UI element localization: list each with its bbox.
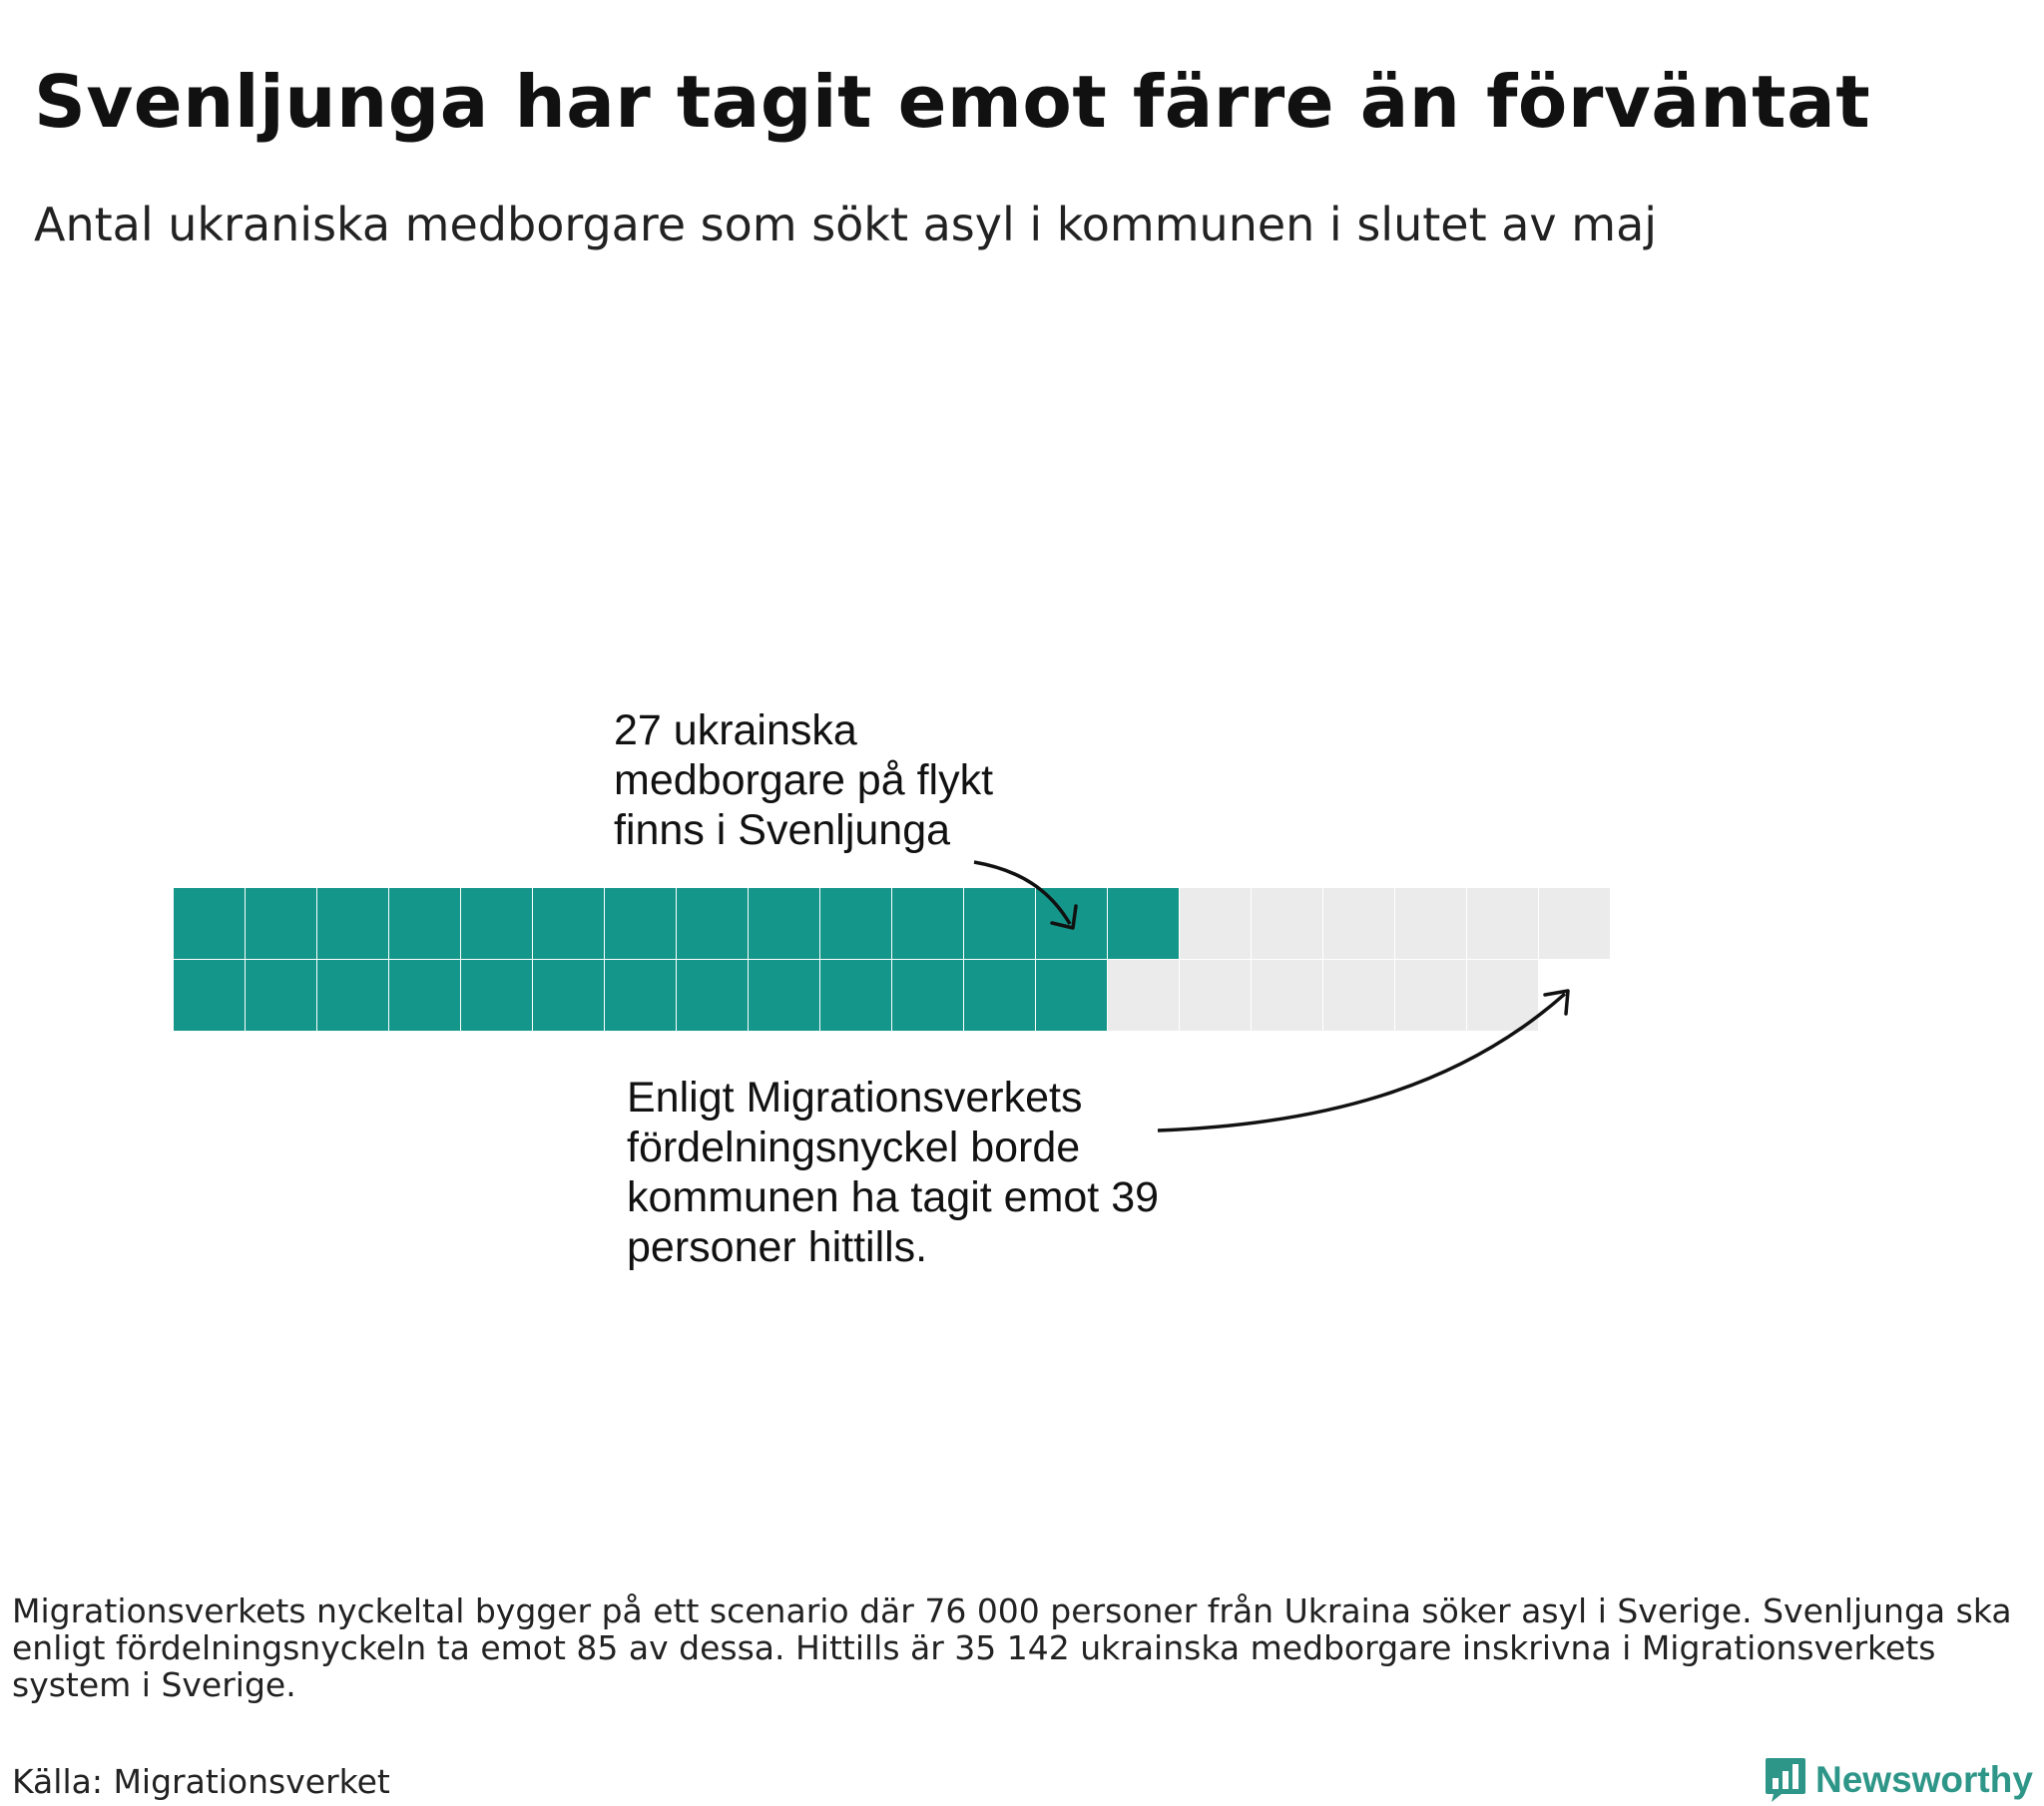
expected-cell xyxy=(1180,960,1251,1031)
expected-cell xyxy=(1395,960,1466,1031)
expected-cell xyxy=(1467,888,1538,959)
actual-cell xyxy=(533,888,604,959)
actual-cell xyxy=(246,888,316,959)
expected-cell xyxy=(1395,888,1466,959)
footnote: Migrationsverkets nyckeltal bygger på ett scenario där 76 000 personer från Ukraina söker asyl i Sverige. Svenljunga ska enligt fördelningsnyckeln ta emot 85 av dessa. Hittills är 35 142 ukrainska medborgare inskrivna i Migrationsverkets system i Sverige. xyxy=(12,1591,2012,1704)
actual-cell xyxy=(749,888,819,959)
expected-cell xyxy=(1108,960,1179,1031)
actual-cell xyxy=(1036,960,1107,1031)
expected-cell xyxy=(1252,960,1322,1031)
waffle-cells xyxy=(174,888,1610,1031)
chart-title: Svenljunga har tagit emot färre än förväntat xyxy=(34,60,1871,144)
actual-cell xyxy=(677,960,748,1031)
actual-cell xyxy=(174,888,245,959)
brand-name: Newsworthy xyxy=(1815,1759,2033,1800)
actual-cell xyxy=(389,888,460,959)
actual-cell xyxy=(533,960,604,1031)
actual-annotation: 27 ukrainska medborgare på flykt finns i Svenljunga xyxy=(614,706,994,854)
expected-cell xyxy=(1323,888,1394,959)
chart-subtitle: Antal ukraniska medborgare som sökt asyl i kommunen i slutet av maj xyxy=(34,198,1658,251)
bar-chart-icon xyxy=(1764,1756,1807,1804)
actual-cell xyxy=(749,960,819,1031)
actual-cell xyxy=(964,960,1035,1031)
actual-cell xyxy=(605,888,676,959)
actual-cell xyxy=(317,960,388,1031)
actual-cell xyxy=(964,888,1035,959)
expected-cell xyxy=(1180,888,1251,959)
actual-cell xyxy=(461,888,532,959)
actual-cell xyxy=(389,960,460,1031)
newsworthy-logo xyxy=(1764,1754,2033,1806)
actual-cell xyxy=(820,888,891,959)
actual-cell xyxy=(677,888,748,959)
expected-cell xyxy=(1323,960,1394,1031)
source-note: Källa: Migrationsverket xyxy=(12,1762,390,1801)
expected-annotation: Enligt Migrationsverkets fördelningsnyckel borde kommunen ha tagit emot 39 personer hittills. xyxy=(627,1074,1160,1271)
actual-cell xyxy=(461,960,532,1031)
actual-cell xyxy=(892,888,963,959)
actual-cell xyxy=(246,960,316,1031)
actual-cell xyxy=(1108,888,1179,959)
expected-cell xyxy=(1252,888,1322,959)
expected-cell xyxy=(1539,888,1610,959)
actual-cell xyxy=(174,960,245,1031)
actual-cell xyxy=(1036,888,1107,959)
actual-cell xyxy=(892,960,963,1031)
actual-cell xyxy=(317,888,388,959)
actual-cell xyxy=(820,960,891,1031)
expected-cell xyxy=(1467,960,1538,1031)
actual-cell xyxy=(605,960,676,1031)
